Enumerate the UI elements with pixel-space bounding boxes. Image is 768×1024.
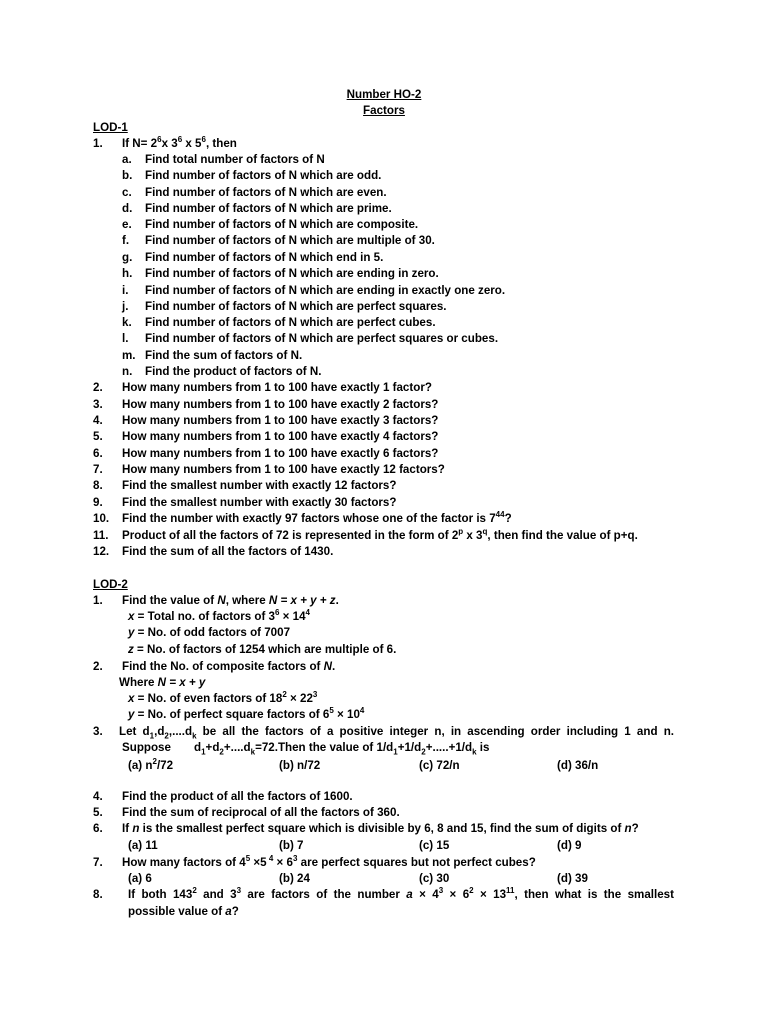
sub-question-text: Find number of factors of N which are perfect squares or cubes.: [145, 332, 499, 345]
sub-question-letter: k.: [122, 316, 132, 329]
sub-question-letter: c.: [122, 186, 132, 199]
sub-question-text: Find total number of factors of N: [145, 153, 325, 166]
answer-option-c: (c) 30: [419, 872, 450, 885]
question-number: 8.: [93, 888, 103, 901]
sub-question-text: Find number of factors of N which end in 5.: [145, 251, 384, 264]
question-text: Find the product of all the factors of 1600.: [122, 790, 353, 803]
definition-x: x = Total no. of factors of $3^6 \times 14^4$: [128, 608, 310, 623]
sub-question-text: Find number of factors of N which are odd.: [145, 169, 382, 182]
question-number: 1.: [93, 594, 103, 607]
question-number: 8.: [93, 479, 103, 492]
sub-question-text: Find number of factors of N which are perfect cubes.: [145, 316, 436, 329]
question-text: Let $d_1,d_2,....d_k$ be all the factors of a positive integer n, in ascending order including 1 and n.: [119, 725, 675, 741]
where-clause: Where N = x + y: [119, 676, 206, 689]
sub-question-letter: j.: [122, 300, 129, 313]
sub-question-text: Find the sum of factors of N.: [145, 349, 303, 362]
question-number: 6.: [93, 447, 103, 460]
question-text: How many numbers from 1 to 100 have exactly 3 factors?: [122, 414, 439, 427]
answer-option-b: (b) 7: [279, 839, 304, 852]
question-number: 3.: [93, 398, 103, 411]
section-heading-lod2: LOD-2: [93, 578, 128, 591]
question-text: If both $143^2$ and $3^3$ are factors of the number $a \times 4^3 \times 6^2 \times 13^{11}$, then what is the smallest: [128, 886, 674, 901]
sub-question-text: Find number of factors of N which are prime.: [145, 202, 392, 215]
sub-question-letter: m.: [122, 349, 136, 362]
answer-option-b: (b) 24: [279, 872, 310, 885]
definition-y: y = No. of perfect square factors of $6^5 \times 10^4$: [128, 706, 365, 721]
sub-question-letter: g.: [122, 251, 133, 264]
question-text: Product of all the factors of 72 is represented in the form of 2$^p$ x 3$^q$, then find the value of p+q.: [122, 527, 638, 542]
question-number: 6.: [93, 822, 103, 835]
answer-option-d: (d) 39: [557, 872, 588, 885]
question-number: 4.: [93, 790, 103, 803]
question-number: 11.: [93, 529, 109, 542]
question-number: 2.: [93, 660, 103, 673]
sub-question-letter: n.: [122, 365, 133, 378]
sub-question-letter: b.: [122, 169, 133, 182]
question-text: Find the sum of all the factors of 1430.: [122, 545, 334, 558]
question-number: 3.: [93, 725, 103, 738]
question-number: 2.: [93, 381, 103, 394]
answer-option-d: (d) 9: [557, 839, 582, 852]
question-text: Find the sum of reciprocal of all the factors of 360.: [122, 806, 400, 819]
page-title: Number HO-2: [346, 88, 422, 101]
question-number: 10.: [93, 512, 110, 525]
sub-question-text: Find number of factors of N which are composite.: [145, 218, 419, 231]
question-number: 1.: [93, 137, 103, 150]
question-text-continued: $d_1+d_2+....d_k=72.Then$ the value of $1/d_1+1/d_2+.....+1/d_k$ is: [194, 741, 490, 757]
answer-option-c: (c) 15: [419, 839, 450, 852]
sub-question-text: Find number of factors of N which are ending in exactly one zero.: [145, 284, 506, 297]
answer-option-c: (c) 72/n: [419, 759, 460, 772]
answer-option-b: (b) n/72: [279, 759, 321, 772]
question-text: Find the No. of composite factors of N.: [122, 660, 336, 673]
answer-option-a: (a) 11: [128, 839, 158, 852]
question-text-continued: possible value of a?: [128, 905, 239, 918]
question-number: 5.: [93, 430, 103, 443]
sub-question-letter: f.: [122, 234, 130, 247]
definition-z: z = No. of factors of 1254 which are multiple of 6.: [128, 643, 397, 656]
sub-question-text: Find number of factors of N which are even.: [145, 186, 387, 199]
question-text: How many numbers from 1 to 100 have exactly 4 factors?: [122, 430, 439, 443]
question-number: 9.: [93, 496, 103, 509]
question-text: If $N= 2^6x$ $3^6$ x $5^6$, then: [122, 135, 237, 150]
question-text: How many factors of $4^5 \times 5$ $^4 \times 6^3$ are perfect squares but not perfect cubes?: [122, 854, 536, 869]
question-text: Find the number with exactly 97 factors whose one of the factor is $7^{44}$?: [122, 510, 512, 525]
question-text: Find the value of N, where N = x + y + z.: [122, 594, 339, 607]
sub-question-text: Find number of factors of N which are perfect squares.: [145, 300, 447, 313]
sub-question-letter: e.: [122, 218, 132, 231]
question-text: If n is the smallest perfect square which is divisible by 6, 8 and 15, find the sum of digits of n?: [122, 822, 639, 835]
sub-question-text: Find number of factors of N which are ending in zero.: [145, 267, 439, 280]
question-text: How many numbers from 1 to 100 have exactly 1 factor?: [122, 381, 432, 394]
sub-question-letter: h.: [122, 267, 133, 280]
definition-x: x = No. of even factors of $18^2 \times 22^3$: [128, 690, 318, 705]
answer-option-a: (a) 6: [128, 872, 152, 885]
question-text: How many numbers from 1 to 100 have exactly 6 factors?: [122, 447, 439, 460]
section-heading-lod1: LOD-1: [93, 121, 128, 134]
answer-option-d: (d) 36/n: [557, 759, 599, 772]
sub-question-text: Find number of factors of N which are multiple of 30.: [145, 234, 435, 247]
question-text: Find the smallest number with exactly 12 factors?: [122, 479, 397, 492]
sub-question-text: Find the product of factors of N.: [145, 365, 322, 378]
question-number: 7.: [93, 463, 103, 476]
question-text: How many numbers from 1 to 100 have exactly 12 factors?: [122, 463, 445, 476]
question-text-continued: Suppose: [122, 741, 171, 754]
question-number: 4.: [93, 414, 103, 427]
answer-option-a: (a) $n^2/72$: [128, 757, 174, 772]
definition-y: y = No. of odd factors of 7007: [128, 626, 291, 639]
question-number: 12.: [93, 545, 110, 558]
question-text: How many numbers from 1 to 100 have exactly 2 factors?: [122, 398, 439, 411]
sub-question-letter: d.: [122, 202, 133, 215]
question-text: Find the smallest number with exactly 30 factors?: [122, 496, 397, 509]
question-number: 5.: [93, 806, 103, 819]
sub-question-letter: l.: [122, 332, 129, 345]
sub-question-letter: a.: [122, 153, 132, 166]
page-subtitle: Factors: [363, 104, 405, 117]
question-number: 7.: [93, 856, 103, 869]
sub-question-letter: i.: [122, 284, 129, 297]
